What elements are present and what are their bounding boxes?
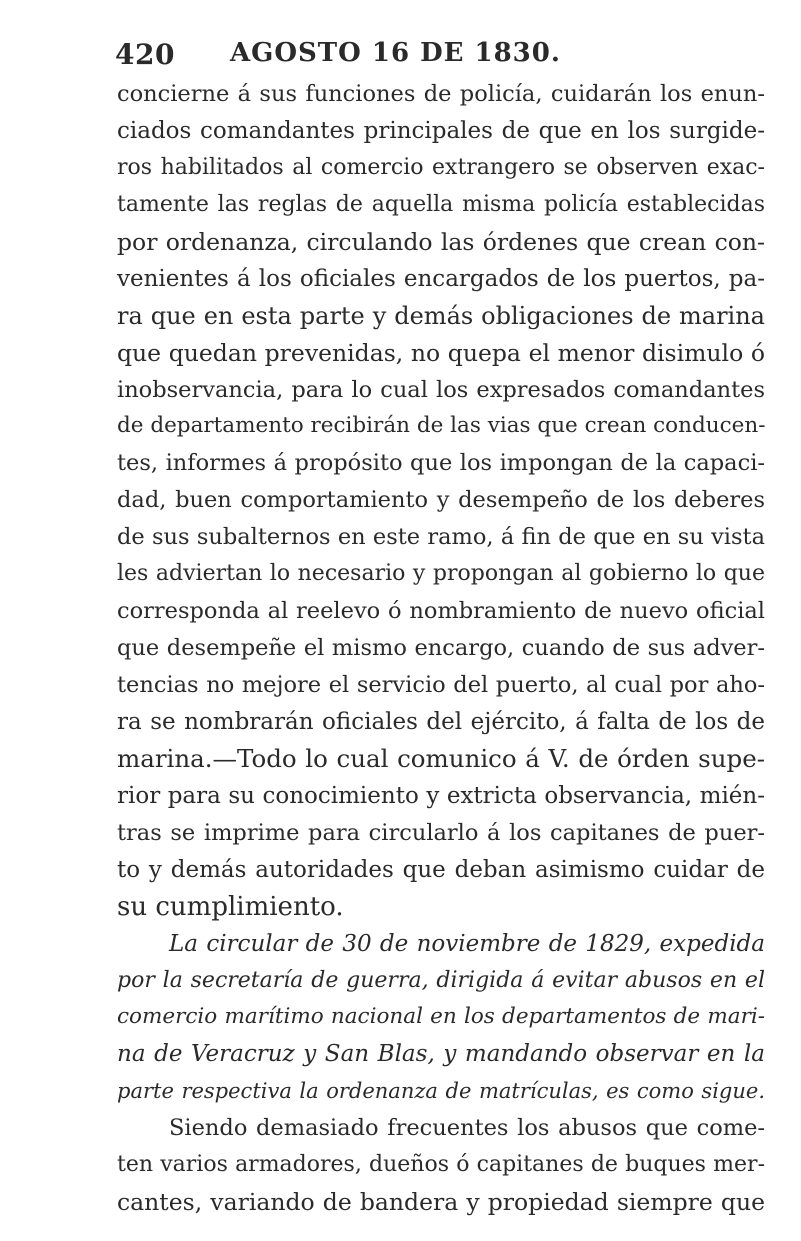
text-line: su cumplimiento. — [117, 891, 344, 922]
text-line: inobservancia, para lo cual los expresados comandantes — [117, 376, 765, 403]
text-line: que quedan prevenidas, no quepa el menor disimulo ó — [117, 338, 765, 367]
text-line: por la secretaría de guerra, dirigida á evitar abusos en el — [117, 967, 765, 993]
text-line: ros habilitados al comercio extrangero se observen exac- — [117, 154, 765, 180]
text-line: ciados comandantes principales de que en los surgide- — [117, 117, 765, 144]
text-line: comercio marítimo nacional en los departamentos de mari- — [117, 1004, 765, 1030]
running-title: AGOSTO 16 DE 1830. — [230, 38, 561, 68]
text-line: tencias no mejore el servicio del puerto, al cual por aho- — [117, 672, 765, 698]
text-line: ra se nombrarán oficiales del ejército, á falta de los de — [117, 708, 765, 735]
text-line: parte respectiva la ordenanza de matrículas, es como sigue. — [117, 1079, 765, 1104]
text-line: concierne á sus funciones de policía, cuidarán los enun- — [117, 81, 765, 107]
running-head — [115, 38, 765, 71]
text-line: de departamento recibirán de las vias que crean conducen- — [117, 413, 766, 439]
body-text — [117, 76, 765, 1221]
text-line: na de Veracruz y San Blas, y mandando observar en la — [117, 1041, 765, 1068]
page-number: 420 — [115, 38, 175, 71]
text-line: ten varios armadores, dueños ó capitanes de buques mer- — [117, 1152, 765, 1178]
text-line: les adviertan lo necesario y propongan al gobierno lo que — [117, 561, 765, 587]
text-line: tes, informes á propósito que los impongan de la capaci- — [117, 450, 765, 477]
text-line: dad, buen comportamiento y desempeño de los deberes — [117, 487, 765, 514]
text-line: rior para su conocimiento y extricta observancia, mién- — [117, 782, 765, 809]
text-line: que desempeñe el mismo encargo, cuando de sus adver- — [117, 635, 765, 662]
text-line: to y demás autoridades que deban asimismo cuidar de — [117, 856, 765, 883]
paragraph-1 — [117, 76, 765, 926]
text-line: ra que en esta parte y demás obligaciones de marina — [117, 301, 765, 330]
paragraph-2 — [117, 1110, 765, 1221]
text-line: de sus subalternos en este ramo, á fin de que en su vista — [117, 524, 765, 551]
text-line: La circular de 30 de noviembre de 1829, expedida — [169, 930, 765, 957]
text-line: marina.—Todo lo cual comunico á V. de órden supe- — [117, 743, 765, 773]
text-line: Siendo demasiado frecuentes los abusos que come- — [169, 1115, 765, 1142]
text-line: cantes, variando de bandera y propiedad siempre que — [117, 1188, 765, 1217]
text-line: por ordenanza, circulando las órdenes que crean con- — [117, 227, 765, 256]
text-line: venientes á los oficiales encargados de los puertos, pa- — [117, 265, 765, 292]
text-line: corresponda al reelevo ó nombramiento de nuevo oficial — [117, 598, 765, 625]
italic-heading — [117, 926, 765, 1111]
text-line: tras se imprime para circularlo á los capitanes de puer- — [117, 819, 765, 846]
text-line: tamente las reglas de aquella misma policía establecidas — [117, 191, 765, 217]
